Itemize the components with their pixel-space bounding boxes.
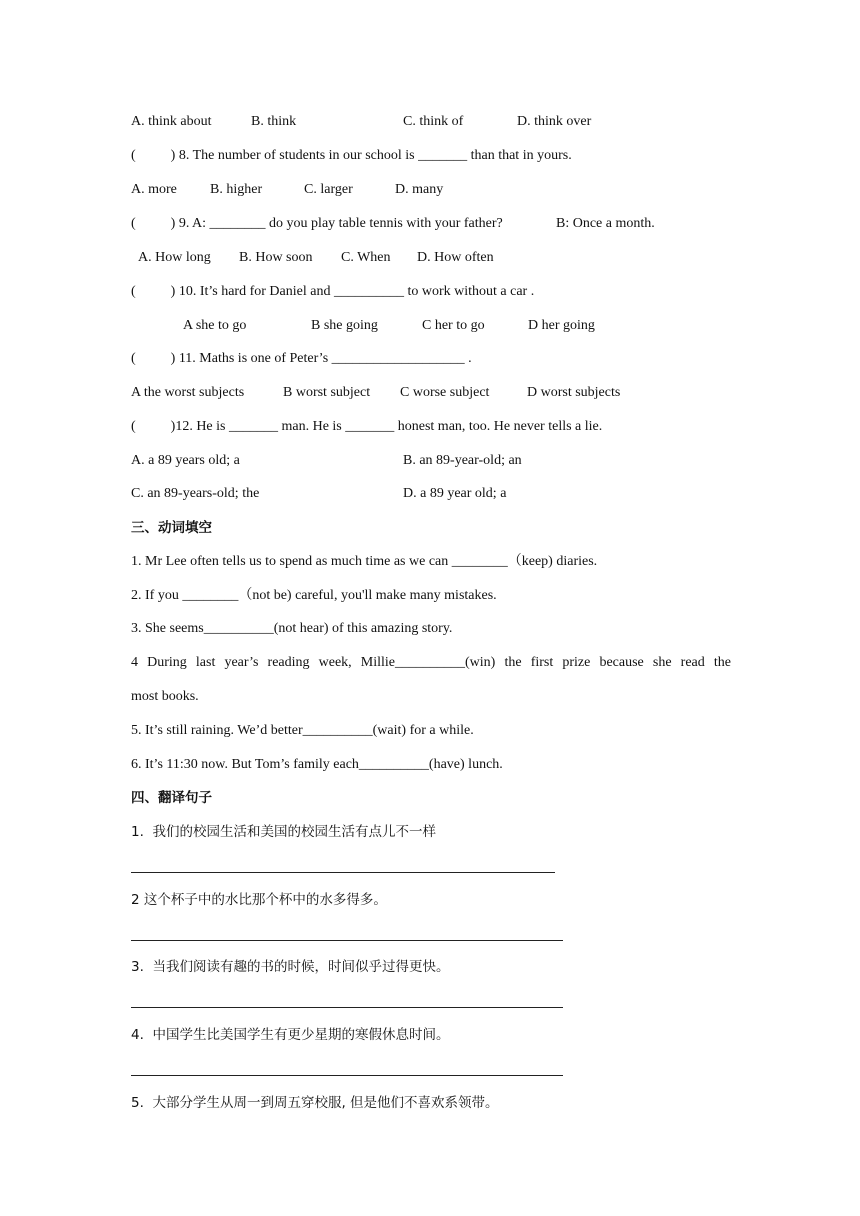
q10-option-d: D her going — [528, 318, 595, 333]
section4-title: 四、翻译句子 — [131, 790, 212, 806]
section4-item-4: 4. 中国学生比美国学生有更少星期的寒假休息时间。 — [131, 1027, 450, 1043]
section3-item-1: 1. Mr Lee often tells us to spend as much time as we can ________（keep) diaries. — [131, 554, 598, 569]
q12-option-b: B. an 89-year-old; an — [403, 453, 522, 468]
q7-option-b: B. think — [251, 114, 297, 129]
section3-item-5: 5. It’s still raining. We’d better__________(wait) for a while. — [131, 723, 474, 738]
q8-option-a: A. more — [131, 182, 177, 197]
q9-option-c: C. When — [341, 250, 391, 265]
q8-option-d: D. many — [395, 182, 444, 197]
q7-option-c: C. think of — [403, 114, 464, 129]
q11-option-c: C worse subject — [400, 385, 490, 400]
q12-option-d: D. a 89 year old; a — [403, 486, 507, 501]
section3-item-6: 6. It’s 11:30 now. But Tom’s family each__________(have) lunch. — [131, 757, 503, 772]
section3-title: 三、动词填空 — [131, 520, 212, 536]
section3-item-2: 2. If you ________（not be) careful, you'll make many mistakes. — [131, 588, 497, 603]
q8-option-c: C. larger — [304, 182, 353, 197]
q9-stem: ( ) 9. A: ________ do you play table tennis with your father? — [131, 216, 503, 231]
section3-item-4-cont: most books. — [131, 689, 199, 704]
section4-item-3: 3. 当我们阅读有趣的书的时候，时间似乎过得更快。 — [131, 959, 450, 975]
q8-option-b: B. higher — [210, 182, 263, 197]
q12-option-a: A. a 89 years old; a — [131, 453, 240, 468]
q10-option-c: C her to go — [422, 318, 485, 333]
q11-option-a: A the worst subjects — [131, 385, 245, 400]
q11-stem: ( ) 11. Maths is one of Peter’s ___________________ . — [131, 351, 472, 366]
answer-line-3[interactable] — [131, 1007, 563, 1008]
section4-item-2: 2 这个杯子中的水比那个杯中的水多得多。 — [131, 892, 387, 908]
q11-option-d: D worst subjects — [527, 385, 621, 400]
q7-option-a: A. think about — [131, 114, 212, 129]
q10-option-b: B she going — [311, 318, 378, 333]
q9-option-d: D. How often — [417, 250, 494, 265]
section4-item-5: 5. 大部分学生从周一到周五穿校服, 但是他们不喜欢系领带。 — [131, 1095, 499, 1111]
section3-item-3: 3. She seems__________(not hear) of this amazing story. — [131, 621, 453, 636]
answer-line-4[interactable] — [131, 1075, 563, 1076]
section3-item-4: 4 During last year’s reading week, Millie__________(win) the first prize because she read the — [131, 655, 731, 670]
q8-stem: ( ) 8. The number of students in our school is _______ than that in yours. — [131, 148, 572, 163]
q12-option-c: C. an 89-years-old; the — [131, 486, 260, 501]
q9-stem-b: B: Once a month. — [556, 216, 655, 231]
q9-option-a: A. How long — [138, 250, 211, 265]
answer-line-1[interactable] — [131, 872, 555, 873]
q10-stem: ( ) 10. It’s hard for Daniel and __________ to work without a car . — [131, 284, 535, 299]
q12-stem: ( )12. He is _______ man. He is _______ honest man, too. He never tells a lie. — [131, 419, 603, 434]
q11-option-b: B worst subject — [283, 385, 371, 400]
answer-line-2[interactable] — [131, 940, 563, 941]
q10-option-a: A she to go — [183, 318, 247, 333]
q7-option-d: D. think over — [517, 114, 592, 129]
section4-item-1: 1. 我们的校园生活和美国的校园生活有点儿不一样 — [131, 824, 436, 840]
q9-option-b: B. How soon — [239, 250, 313, 265]
